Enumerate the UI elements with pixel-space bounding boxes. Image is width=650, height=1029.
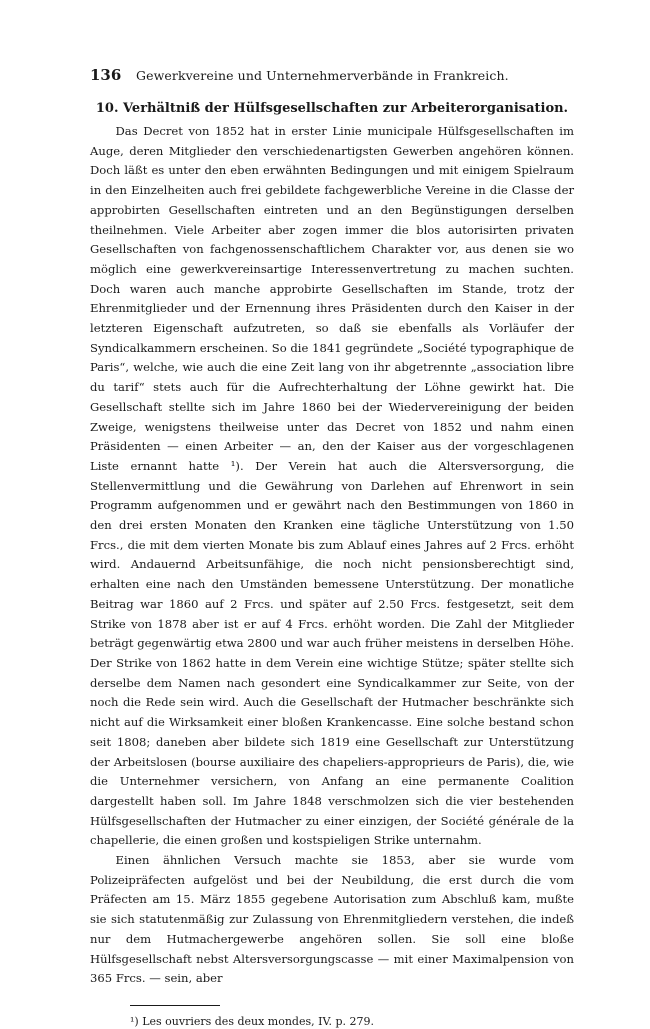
- running-title: Gewerkvereine und Unternehmerverbände in Frankreich.: [136, 68, 509, 83]
- body-text: [90, 122, 574, 989]
- paragraph: Einen ähnlichen Versuch machte sie 1853, aber sie wurde vom Polizeipräfecten aufgelöst und bei der Neubildung, die erst durch die vom Präfecten am 15. März 1855 gegebene Autorisation zum Abschluß kam, mußte sie sich statutenmäßig zur Zulassung von Ehrenmitgliedern verstehen, die indeß nur dem Hutmachergewerbe angehören sollen. Sie soll eine bloße Hülfsgesellschaft nebst Altersversorgungscasse — mit einer Maximalpension von 365 Frcs. — sein, aber: [90, 853, 574, 986]
- footnote-divider: [130, 1005, 220, 1006]
- section-title: 10. Verhältniß der Hülfsgesellschaften zur Arbeiterorganisation.: [95, 101, 569, 116]
- paragraph: Das Decret von 1852 hat in erster Linie municipale Hülfsgesellschaften im Auge, deren Mitglieder den verschiedenartigsten Gewerben angehören können. Doch läßt es unter den eben erwähnten Bedingungen und mit einigem Spielraum in den Einzelheiten auch frei gebildete fachgewerbliche Vereine in die Classe der approbirten Gesellschaften eintreten und an den Begünstigungen derselben theilnehmen. Viele Arbeiter aber zogen immer die blos autorisirten privaten Gesellschaften von fachgenossenschaftlichem Charakter vor, aus denen sie wo möglich eine gewerkvereinsartige Interessenvertretung zu machen suchten. Doch waren auch manche approbirte Gesellschaften im Stande, trotz der Ehrenmitglieder und der Ernennung ihres Präsidenten durch den Kaiser in der letzteren Eigenschaft aufzutreten, so daß sie ebenfalls als Vorläufer der Syndicalkammern erscheinen. So die 1841 gegründete „Société typographique de Paris“, welche, wie auch die eine Zeit lang von ihr abgetrennte „association libre du tarif“ stets auch für die Aufrechterhaltung der Löhne gewirkt hat. Die Gesellschaft stellte sich im Jahre 1860 bei der Wiedervereinigung der beiden Zweige, wenigstens theilweise unter das Decret von 1852 und nahm einen Präsidenten — einen Arbeiter — an, den der Kaiser aus der vorgeschlagenen Liste ernannt hatte ¹). Der Verein hat auch die Altersversorgung, die Stellenvermittlung und die Gewährung von Darlehen auf Ehrenwort in sein Programm aufgenommen und er gewährt nach den Bestimmungen von 1860 in den drei ersten Monaten den Kranken eine tägliche Unterstützung von 1.50 Frcs., die mit dem vierten Monate bis zum Ablauf eines Jahres auf 2 Frcs. erhöht wird. Andauernd Arbeitsunfähige, die noch nicht pensionsberechtigt sind, erhalten eine nach den Umständen bemessene Unterstützung. Der monatliche Beitrag war 1860 auf 2 Frcs. und später auf 2.50 Frcs. festgesetzt, seit dem Strike von 1878 aber ist er auf 4 Frcs. erhöht worden. Die Zahl der Mitglieder beträgt gegenwärtig etwa 2800 und war auch früher meistens in derselben Höhe. Der Strike von 1862 hatte in dem Verein eine wichtige Stütze; später stellte sich derselbe dem Namen nach gesondert eine Syndicalkammer zur Seite, von der noch die Rede sein wird. Auch die Gesellschaft der Hutmacher beschränkte sich nicht auf die Wirksamkeit einer bloßen Krankencasse. Eine solche bestand schon seit 1808; daneben aber bildete sich 1819 eine Gesellschaft zur Unterstützung der Arbeitslosen (bourse auxiliaire des chapeliers-approprieurs de Paris), die, wie die Unternehmer versichern, von Anfang an eine permanente Coalition dargestellt haben soll. Im Jahre 1848 verschmolzen sich die vier bestehenden Hülfsgesellschaften der Hutmacher zu einer einzigen, der Société générale de la chapellerie, die einen großen und kostspieligen Strike unternahm.: [90, 124, 574, 848]
- page-header: [90, 66, 574, 84]
- page: [90, 66, 574, 1029]
- footnote: ¹) Les ouvriers des deux mondes, IV. p. 279.: [130, 1014, 375, 1028]
- page-number: 136: [90, 66, 122, 84]
